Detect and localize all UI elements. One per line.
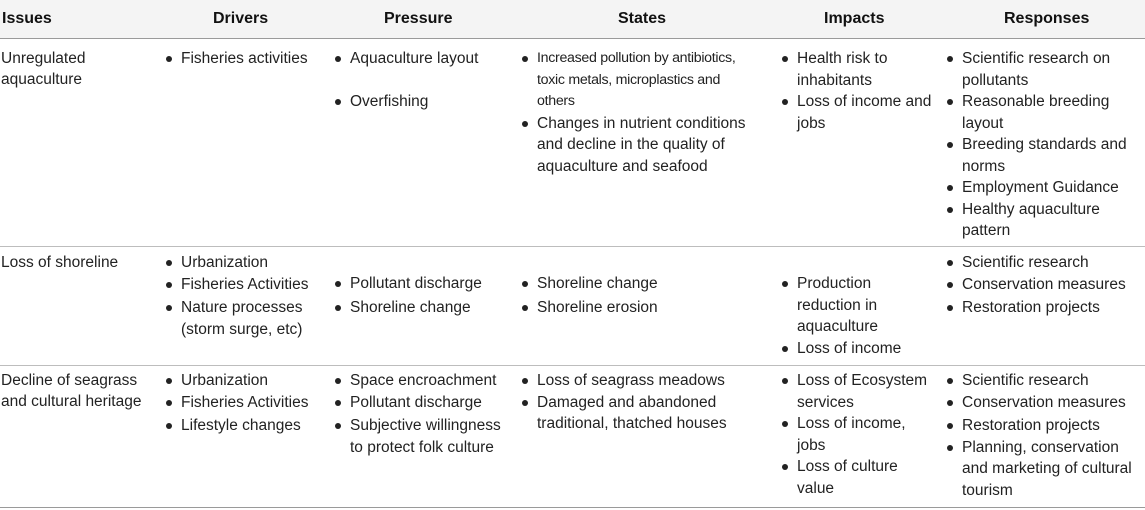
list-item: Pollutant discharge — [334, 392, 509, 414]
states-cell — [521, 48, 761, 177]
list-item: Fisheries Activities — [165, 392, 325, 414]
drivers-cell — [165, 48, 325, 70]
list-item: Shoreline erosion — [521, 297, 761, 319]
list-item: Urbanization — [165, 252, 325, 274]
responses-cell — [946, 370, 1142, 501]
list-item: Health risk to inhabitants — [781, 48, 933, 91]
list-item: Loss of income and jobs — [781, 91, 933, 134]
issue-cell: Decline of seagrass and cultural heritage — [1, 372, 142, 410]
drivers-cell — [165, 252, 325, 340]
list-item: Damaged and abandoned traditional, thatched houses — [521, 392, 761, 435]
list-item: Shoreline change — [334, 297, 509, 319]
table-header — [0, 0, 1145, 39]
list-item: Conservation measures — [946, 392, 1142, 414]
pressure-cell — [334, 273, 509, 318]
issue-cell: Unregulated aquaculture — [1, 50, 86, 88]
list-item: Lifestyle changes — [165, 415, 325, 437]
list-item: Fisheries activities — [165, 48, 325, 70]
header-responses: Responses — [1004, 10, 1090, 27]
row-divider — [0, 365, 1145, 366]
list-item: Space encroachment — [334, 370, 509, 392]
pressure-cell — [334, 48, 509, 112]
list-item: Scientific research on pollutants — [946, 48, 1142, 91]
list-item: Loss of seagrass meadows — [521, 370, 761, 392]
list-item: Fisheries Activities — [165, 274, 325, 296]
impacts-cell — [781, 48, 933, 134]
table-bottom-rule — [0, 507, 1145, 508]
list-item: Loss of Ecosystem services — [781, 370, 933, 413]
responses-cell — [946, 48, 1142, 242]
list-item: Shoreline change — [521, 273, 761, 295]
list-item: Loss of income, jobs — [781, 413, 933, 456]
list-item: Planning, conservation and marketing of cultural tourism — [946, 437, 1142, 502]
list-item: Scientific research — [946, 370, 1142, 392]
list-item: Healthy aquaculture pattern — [946, 199, 1142, 242]
list-item: Overfishing — [334, 91, 509, 113]
states-cell — [521, 370, 761, 435]
list-item: Aquaculture layout — [334, 48, 509, 70]
list-item: Restoration projects — [946, 297, 1142, 319]
pressure-cell — [334, 370, 509, 458]
list-item: Restoration projects — [946, 415, 1142, 437]
header-drivers: Drivers — [213, 10, 269, 27]
header-impacts: Impacts — [824, 10, 885, 27]
header-states: States — [618, 10, 667, 27]
list-item: Pollutant discharge — [334, 273, 509, 295]
list-item: Subjective willingness to protect folk culture — [334, 415, 509, 458]
drivers-cell — [165, 370, 325, 437]
list-item: Urbanization — [165, 370, 325, 392]
list-item: Loss of income — [781, 338, 911, 360]
row-divider — [0, 246, 1145, 247]
list-item: Scientific research — [946, 252, 1142, 274]
impacts-cell — [781, 273, 911, 359]
states-cell — [521, 273, 761, 318]
list-item: Increased pollution by antibiotics, toxic metals, microplastics and others — [521, 48, 761, 113]
issue-cell: Loss of shoreline — [1, 254, 119, 271]
list-item: Changes in nutrient conditions and decline in the quality of aquaculture and seafood — [521, 113, 761, 178]
list-item: Nature processes (storm surge, etc) — [165, 297, 325, 340]
header-pressure: Pressure — [384, 10, 453, 27]
responses-cell — [946, 252, 1142, 319]
impacts-cell — [781, 370, 933, 499]
list-item: Production reduction in aquaculture — [781, 273, 911, 338]
list-item: Reasonable breeding layout — [946, 91, 1142, 134]
list-item: Loss of culture value — [781, 456, 933, 499]
list-item: Breeding standards and norms — [946, 134, 1142, 177]
list-item: Employment Guidance — [946, 177, 1142, 199]
list-item: Conservation measures — [946, 274, 1142, 296]
header-issues: Issues — [2, 10, 52, 27]
